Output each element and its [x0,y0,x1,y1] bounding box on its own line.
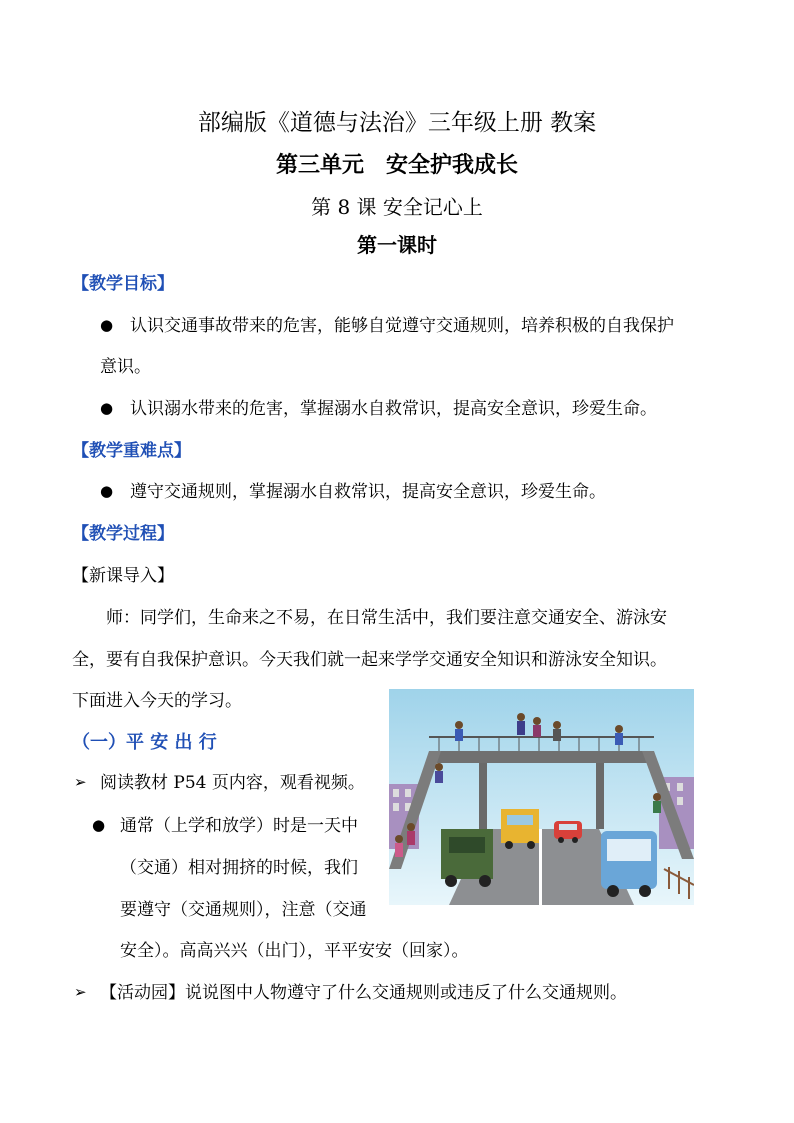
period-title: 第一课时 [357,233,437,257]
unit-title: 第三单元 安全护我成长 [275,153,518,178]
arrow-bullet-icon: ➢ [74,983,87,1001]
arrow-bullet-icon: ➢ [74,773,87,791]
green-truck [441,829,493,879]
fill-line-2: （交通）相对拥挤的时候，我们 [120,858,358,878]
reading-instruction: 阅读教材 P54 页内容，观看视频。 [100,773,365,793]
bullet-icon: ● [92,816,106,834]
fill-line-1: 通常（上学和放学）时是一天中 [120,816,358,836]
bullet-icon: ● [100,399,114,417]
bridge-deck [429,751,654,763]
intro-label: 【新课导入】 [72,566,174,586]
overpass-illustration [389,689,694,905]
bullet-icon: ● [100,316,114,334]
teacher-text-1: 师：同学们，生命来之不易，在日常生活中，我们要注意交通安全、游泳安 [106,608,667,628]
fill-line-4: 安全）。高高兴兴（出门），平平安安（回家）。 [120,941,469,961]
bullet-icon: ● [100,482,114,500]
lesson-title: 第 8 课 安全记心上 [311,195,483,219]
keypoints-heading: 【教学重难点】 [72,441,191,461]
goal-item-1: 认识交通事故带来的危害，能够自觉遵守交通规则，培养积极的自我保护 [130,316,674,336]
section-safe-travel: （一）平 安 出 行 [72,732,217,753]
yellow-van [501,809,539,843]
goal-item-1-cont: 意识。 [100,357,151,377]
teacher-text-3: 下面进入今天的学习。 [72,691,242,711]
goal-item-2: 认识溺水带来的危害，掌握溺水自救常识，提高安全意识，珍爱生命。 [130,399,657,419]
fill-line-3: 要遵守（交通规则），注意（交通 [120,900,367,920]
activity-text: 【活动园】说说图中人物遵守了什么交通规则或违反了什么交通规则。 [100,983,627,1003]
process-heading: 【教学过程】 [72,524,174,544]
goals-heading: 【教学目标】 [72,274,174,294]
teacher-text-2: 全，要有自我保护意识。今天我们就一起来学学交通安全知识和游泳安全知识。 [72,650,667,670]
document-title: 部编版《道德与法治》三年级上册 教案 [197,110,597,136]
keypoint-item-1: 遵守交通规则，掌握溺水自救常识，提高安全意识，珍爱生命。 [130,482,606,502]
